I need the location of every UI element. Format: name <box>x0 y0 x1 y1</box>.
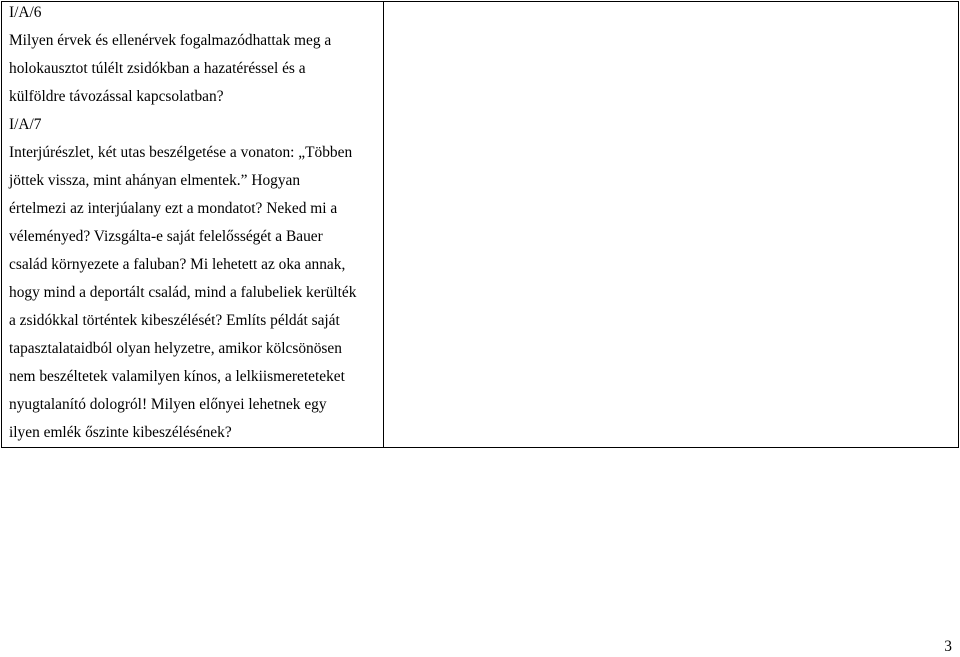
section-6-line: külföldre távozással kapcsolatban? <box>9 88 224 105</box>
section-7-line: a zsidókkal történtek kibeszélését? Említs példát saját <box>9 312 340 329</box>
answer-cell[interactable] <box>384 2 959 448</box>
section-7-line: tapasztalataidból olyan helyzetre, amikor kölcsönösen <box>9 340 342 357</box>
question-table <box>1 1 959 448</box>
section-6-line: Milyen érvek és ellenérvek fogalmazódhattak meg a <box>9 32 332 49</box>
section-7-line: véleményed? Vizsgálta-e saját felelősségét a Bauer <box>9 228 323 245</box>
section-label-7: I/A/7 <box>9 116 42 133</box>
section-7-line: nyugtalanító dologról! Milyen előnyei lehetnek egy <box>9 396 327 413</box>
section-label-6: I/A/6 <box>9 4 42 21</box>
section-7-line: értelmezi az interjúalany ezt a mondatot? Neked mi a <box>9 200 338 217</box>
question-cell <box>2 2 384 448</box>
section-7-line: jöttek vissza, mint ahányan elmentek.” Hogyan <box>9 172 301 189</box>
section-6-line: holokausztot túlélt zsidókban a hazatéréssel és a <box>9 60 306 77</box>
table-row <box>2 2 959 448</box>
section-7-line: hogy mind a deportált család, mind a falubeliek kerülték <box>9 284 357 301</box>
section-7-line: Interjúrészlet, két utas beszélgetése a vonaton: „Többen <box>9 144 353 161</box>
question-text-block <box>2 0 383 447</box>
section-7-line: nem beszéltetek valamilyen kínos, a lelkiismereteteket <box>9 368 345 385</box>
page-number: 3 <box>944 638 952 655</box>
section-7-line: család környezete a faluban? Mi lehetett az oka annak, <box>9 256 346 273</box>
section-7-line: ilyen emlék őszinte kibeszélésének? <box>9 424 232 441</box>
